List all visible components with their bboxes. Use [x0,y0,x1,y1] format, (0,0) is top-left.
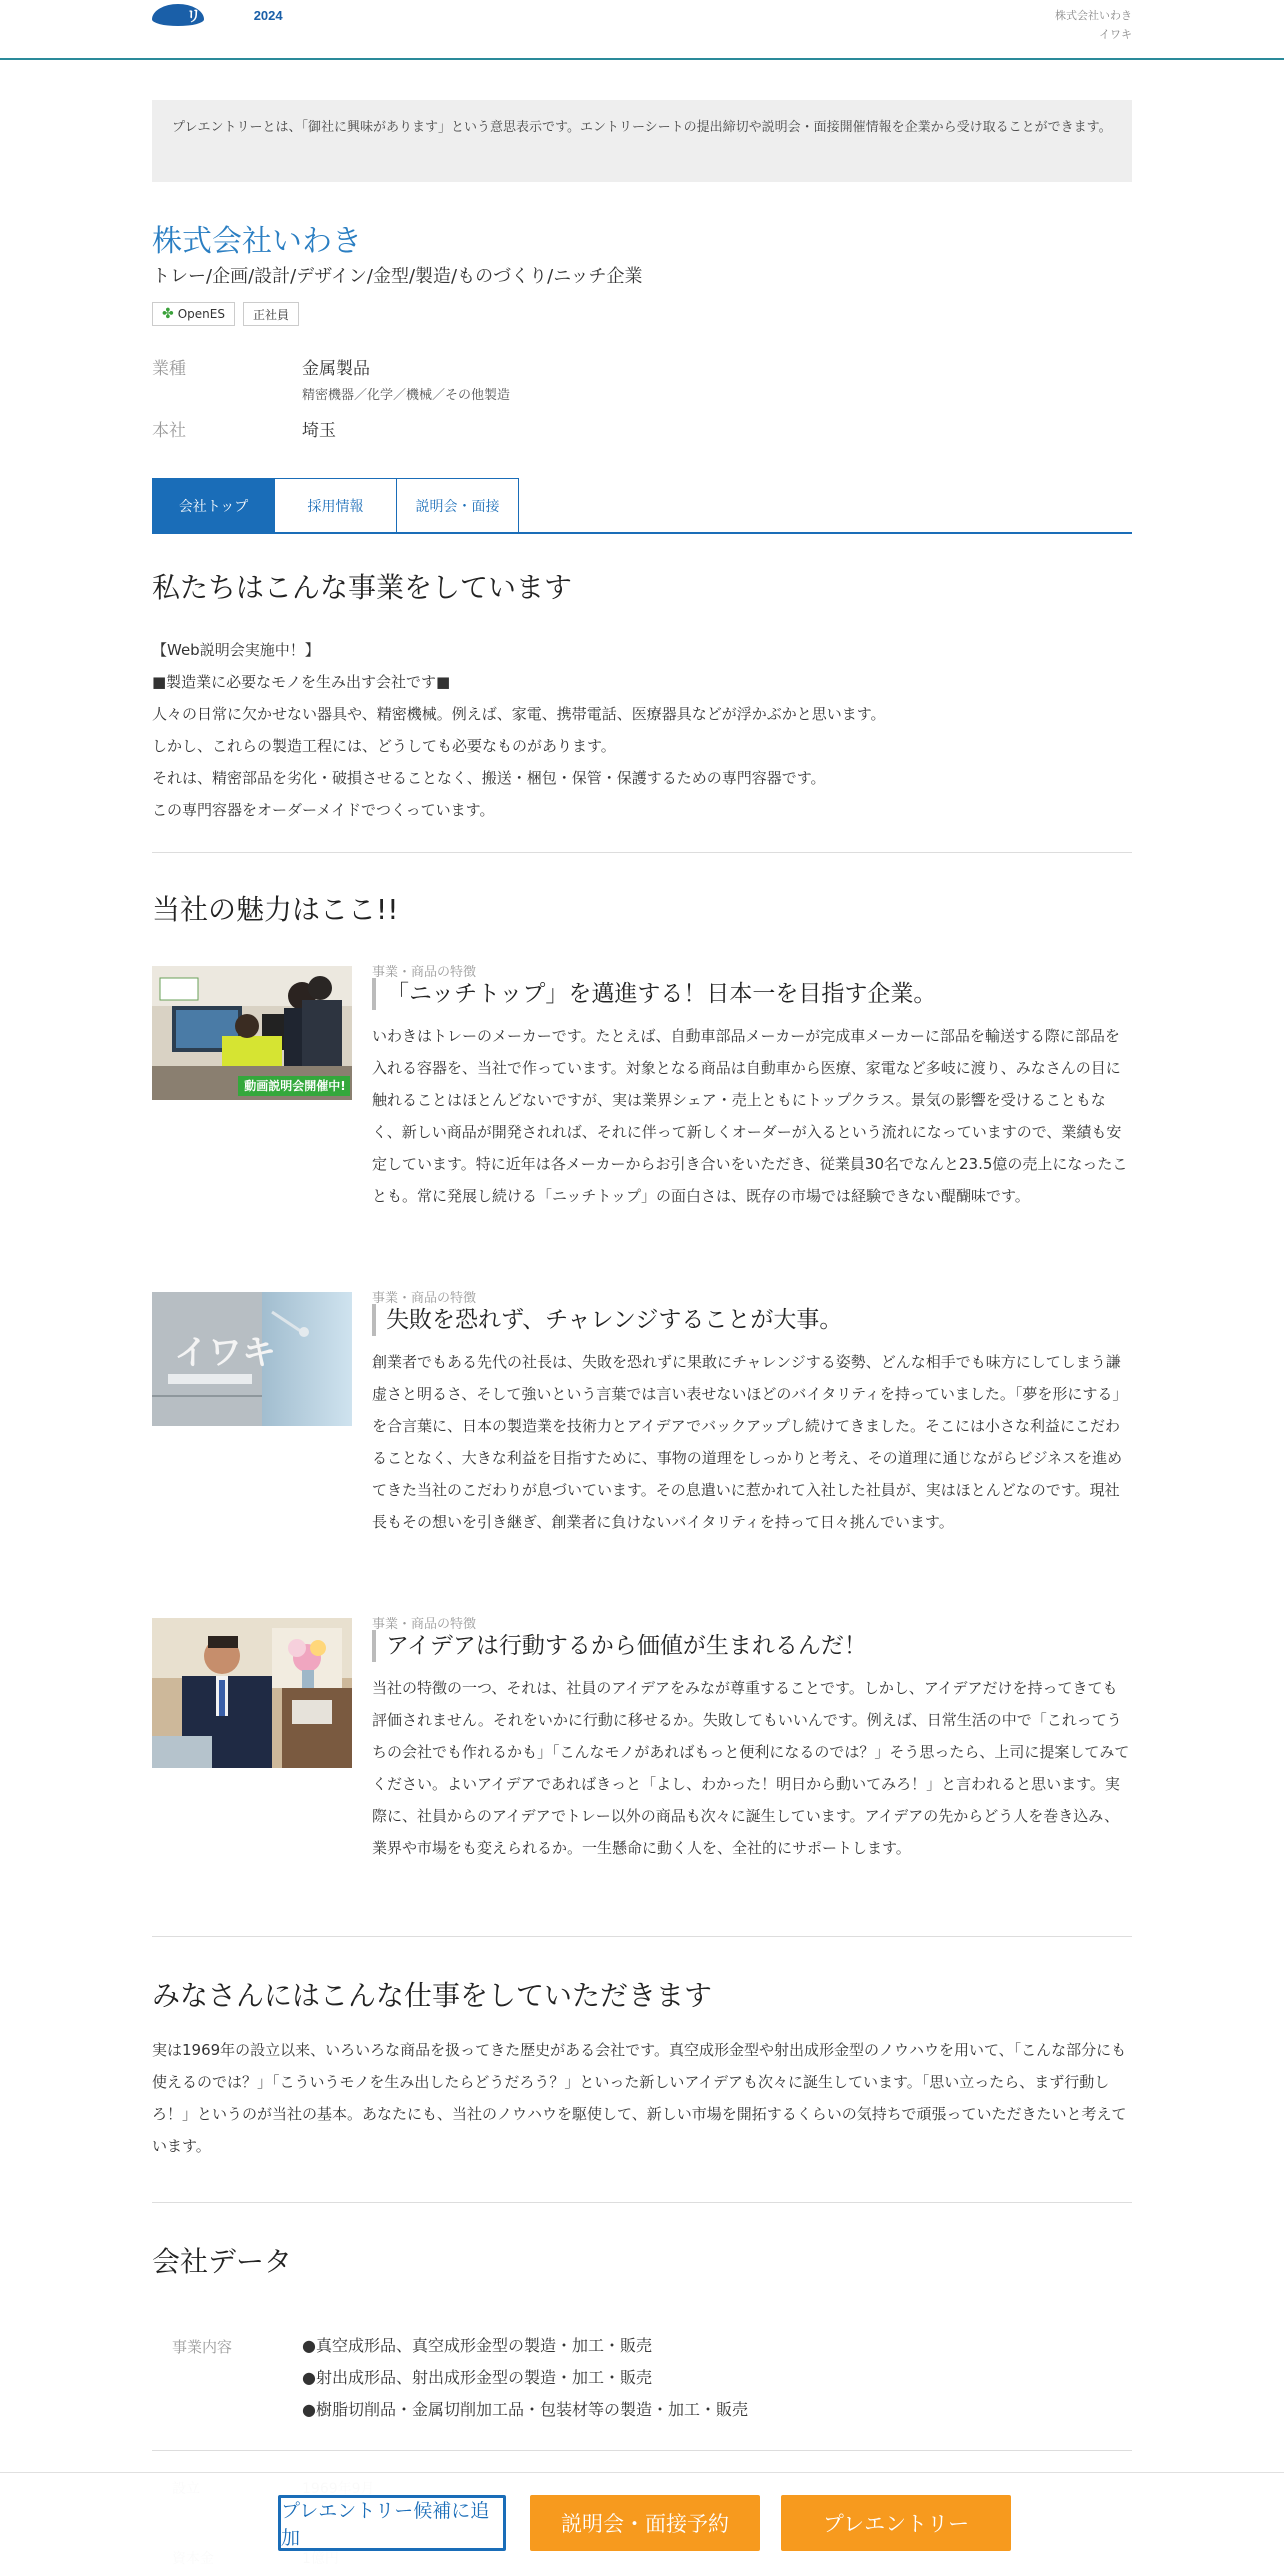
appeal-text: 当社の特徴の一つ、それは、社員のアイデアをみなが尊重することです。しかし、アイデアだけを持ってきても評価されません。それをいかに行動に移せるか。失敗してもいいんです。例えば、日常生活の中で「これってうちの会社でも作れるかも」「こんなモノがあればもっと便利になるのでは？」そう思ったら、上司に提案してみてください。よいアイデアであればきっと「よし、わかった！明日から動いてみろ！」と言われると思います。実際に、社員からのアイデアでトレー以外の商品も次々に誕生しています。アイデアの先からどう人を巻き込み、業界や市場をも変えられるか。一生懸命に動く人を、全社的にサポートします。 [372,1679,1130,1857]
appeal-text: いわきはトレーのメーカーです。たとえば、自動車部品メーカーが完成車メーカーに部品を輸送する際に部品を入れる容器を、当社で作っています。対象となる商品は自動車から医療、家電など多岐に渡り、みなさんの目に触れることはほとんどないですが、実は業界シェア・売上ともにトップクラス。景気の影響を受けることもなく、新しい商品が開発されれば、それに伴って新しくオーダーが入るという流れになっていますので、業績も安定しています。特に近年は各メーカーからお引き合いをいただき、従業員30名でなんと23.5億の売上になったことも。常に発展し続ける「ニッチトップ」の面白さは、既存の市場では経験できない醍醐味です。 [372,1027,1128,1205]
appeal-text: 創業者でもある先代の社長は、失敗を恐れずに果敢にチャレンジする姿勢、どんな相手でも味方にしてしまう謙虚さと明るさ、そして強いという言葉では言い表せないほどのバイタリティを持っていました。「夢を形にする」を合言葉に、日本の製造業を技術力とアイデアでバックアップし続けてきました。そこには小さな利益にこだわることなく、大きな利益を目指すために、事物の道理をしっかりと考え、その道理に通じながらビジネスを進めてきた当社のこだわりが息づいています。その息遣いに惹かれて入社した社員が、実はほとんどなのです。現社長もその想いを引き継ぎ、創業者に負けないバイタリティを持って日々挑んでいます。 [372,1353,1128,1531]
appeal-image-building [152,1292,352,1426]
header-company-info [1055,6,1132,44]
appeal-title: 「ニッチトップ」を邁進する！日本一を目指す企業。 [372,978,936,1010]
section-divider [152,2202,1132,2203]
section-divider [152,2450,1132,2451]
openes-tag [152,302,235,326]
employment-type-tag-label: 正社員 [252,307,289,322]
industry-sub: 精密機器／化学／機械／その他製造 [302,388,511,403]
openes-tag-label: OpenES [177,307,225,321]
industry-label: 業種 [152,359,186,379]
appeal-category: 事業・商品の特徴 [372,965,477,980]
industry-value: 金属製品 [302,359,370,379]
company-tags [152,302,299,326]
logo-year: 2024 [253,7,283,23]
business-section-title: 私たちはこんな事業をしています [152,571,573,604]
pre-entry-notice: プレエントリーとは、「御社に興味があります」という意思表示です。エントリーシートの提出締切や説明会・面接開催情報を企業から受け取ることができます。 [152,100,1132,182]
sticky-action-bar [0,2472,1284,2568]
section-divider [152,852,1132,853]
pre-entry-button[interactable]: プレエントリー [781,2495,1011,2551]
tab-seminar-interview[interactable]: 説明会・面接 [396,478,519,532]
appeal-image-president [152,1618,352,1768]
header-company-kana: イワキ [1099,28,1132,41]
svg-text:イワキ: イワキ [174,1334,276,1372]
tab-recruitment-info[interactable]: 採用情報 [274,478,397,532]
appeal-category: 事業・商品の特徴 [372,1291,477,1306]
business-line: ■製造業に必要なモノを生み出す会社です■ [152,673,451,691]
add-pre-entry-candidate-button[interactable]: プレエントリー候補に追加 [278,2495,506,2551]
job-text: 実は1969年の設立以来、いろいろな商品を扱ってきた歴史がある会社です。真空成形金型や射出成形金型のノウハウを用いて、「こんな部分にも使えるのでは？」「こういうモノを生み出したらどうだろう？」といった新しいアイデアも次々に誕生しています。「思い立ったら、まず行動しろ！」というのが当社の基本。あなたにも、当社のノウハウを駆使して、新しい市場を開拓するくらいの気持ちで頑張っていただきたいと考えています。 [152,2041,1127,2155]
business-text [152,634,1132,826]
hq-value: 埼玉 [302,421,336,441]
business-content-label: 事業内容 [172,2338,233,2356]
tab-company-top[interactable]: 会社トップ [152,478,275,532]
header-company-name: 株式会社いわき [1055,9,1132,22]
video-seminar-caption: 動画説明会開催中! [244,1079,346,1093]
appeal-category: 事業・商品の特徴 [372,1617,477,1632]
business-line: しかし、これらの製造工程には、どうしても必要なものがあります。 [152,737,616,755]
company-data-title: 会社データ [152,2245,293,2278]
rikunabi-logo[interactable] [152,4,283,26]
company-catchphrase: トレー/企画/設計/デザイン/金型/製造/ものづくり/ニッチ企業 [152,266,643,287]
company-name: 株式会社いわき [152,224,362,259]
company-tabs [152,478,1132,534]
business-line: それは、精密部品を劣化・破損させることなく、搬送・梱包・保管・保護するための専門容器です。 [152,769,826,787]
employment-type-tag [243,302,299,326]
business-line: この専門容器をオーダーメイドでつくっています。 [152,801,495,819]
business-content-item: ●真空成形品、真空成形金型の製造・加工・販売 [302,2336,652,2355]
section-divider [152,1936,1132,1937]
business-line: 【Web説明会実施中！】 [152,641,320,659]
business-content-list [302,2330,748,2426]
appeal-title: 失敗を恐れず、チャレンジすることが大事。 [372,1304,842,1336]
logo-text: リクナビ [186,7,250,25]
seminar-reservation-button[interactable]: 説明会・面接予約 [530,2495,760,2551]
business-content-item: ●射出成形品、射出成形金型の製造・加工・販売 [302,2368,652,2387]
business-content-item: ●樹脂切削品・金属切削加工品・包装材等の製造・加工・販売 [302,2400,748,2419]
job-section-title: みなさんにはこんな仕事をしていただきます [152,1979,713,2012]
business-line: 人々の日常に欠かせない器具や、精密機械。例えば、家電、携帯電話、医療器具などが浮かぶかと思います。 [152,705,886,723]
hq-label: 本社 [152,421,186,441]
site-header [0,0,1284,60]
clover-icon: ✤ [162,306,174,322]
appeal-section-title: 当社の魅力はここ!! [152,893,399,926]
appeal-title: アイデアは行動するから価値が生まれるんだ！ [372,1630,867,1662]
